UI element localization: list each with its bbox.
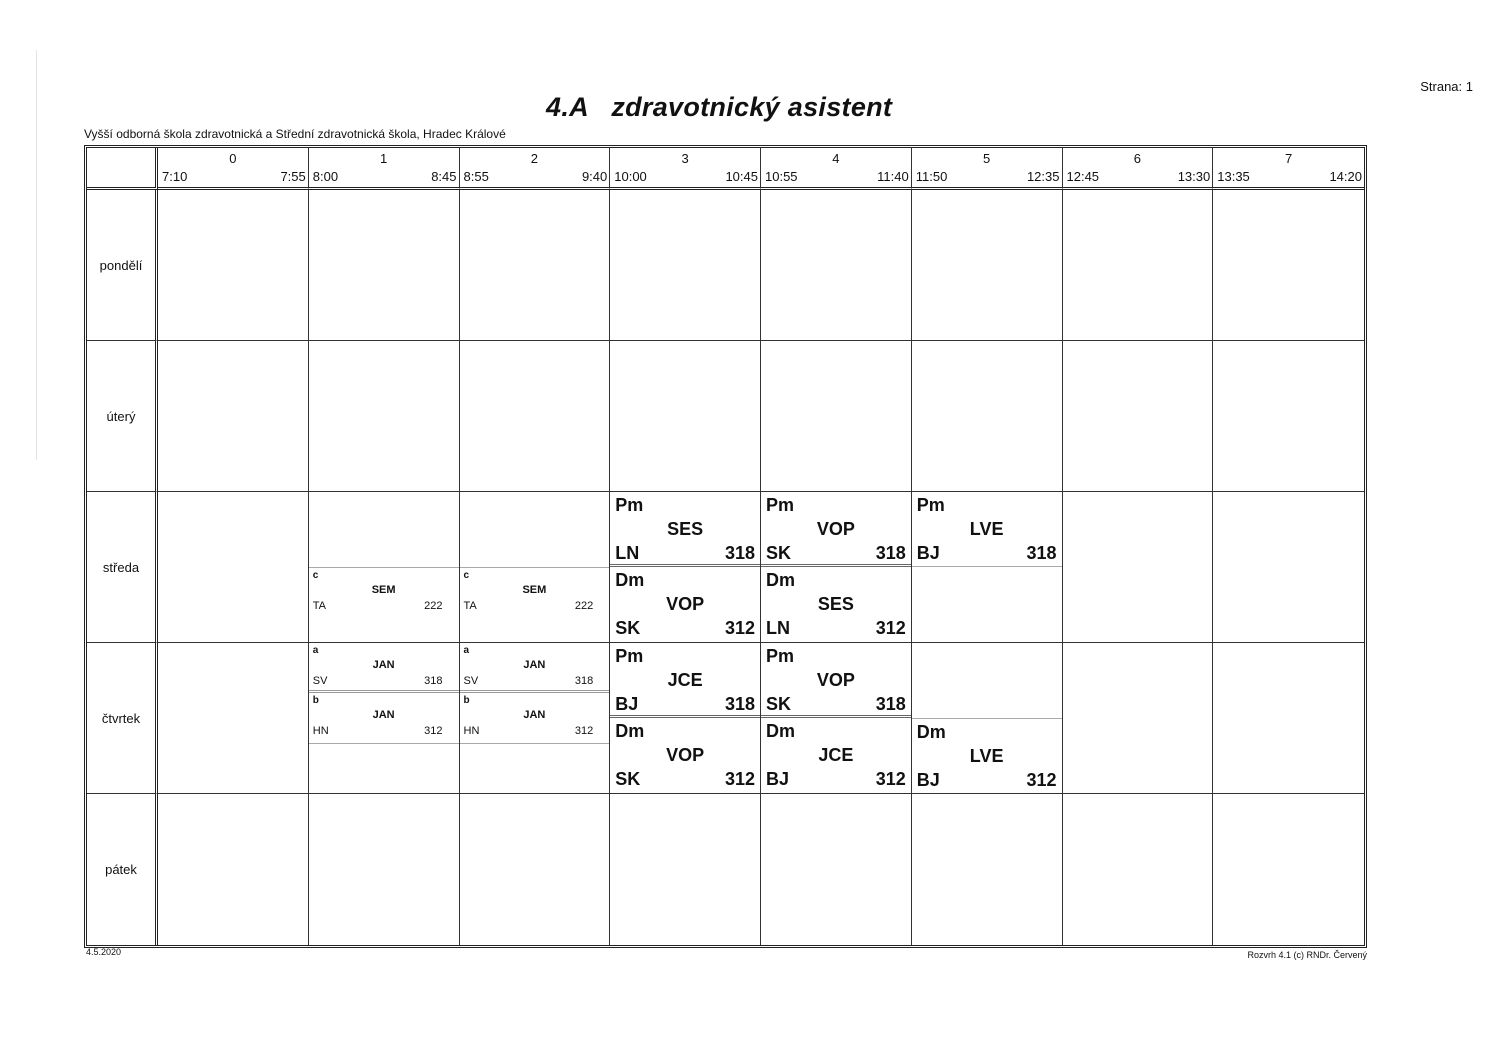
timetable-slot	[460, 492, 611, 643]
lesson-subject: JAN	[372, 709, 395, 722]
lesson-card[interactable]	[761, 643, 911, 718]
day-label-wednesday: středa	[87, 492, 158, 643]
timetable-slot	[460, 643, 611, 794]
period-start: 7:10	[162, 169, 188, 184]
lesson-teacher: HN	[312, 725, 329, 738]
lesson-teacher: SK	[615, 618, 641, 638]
period-header-3	[610, 148, 761, 190]
lesson-teacher: SV	[463, 675, 479, 687]
period-number: 1	[380, 151, 388, 166]
slot-empty	[1063, 190, 1214, 341]
timetable-slot	[309, 643, 460, 794]
slot-empty	[610, 794, 761, 945]
lesson-teacher: SK	[766, 694, 792, 714]
lesson-subject: SEM	[522, 584, 547, 596]
lesson-teacher: LN	[766, 618, 790, 638]
slot-empty	[158, 190, 309, 341]
period-header-2	[460, 148, 611, 190]
slot-empty	[309, 190, 460, 341]
timetable-slot	[761, 492, 912, 643]
slot-empty	[460, 794, 611, 945]
lesson-room: 318	[574, 675, 594, 687]
lesson-card[interactable]	[761, 718, 911, 793]
lesson-subject: VOP	[666, 594, 705, 614]
timetable-slot	[912, 492, 1063, 643]
lesson-card[interactable]	[460, 567, 610, 642]
period-number: 5	[983, 151, 991, 166]
period-header-0	[158, 148, 309, 190]
lesson-subject: JAN	[523, 709, 546, 722]
lesson-group: Pm	[916, 495, 945, 515]
slot-empty	[1213, 643, 1364, 794]
lesson-group: b	[463, 695, 470, 707]
lesson-group: c	[312, 570, 319, 581]
period-start: 10:55	[765, 169, 798, 184]
slot-empty	[158, 492, 309, 643]
lesson-room: 318	[724, 694, 755, 714]
period-number: 6	[1133, 151, 1141, 166]
lesson-subject: LVE	[969, 746, 1004, 766]
slot-empty	[309, 794, 460, 945]
lesson-room: 222	[424, 600, 443, 612]
lesson-card[interactable]	[761, 567, 911, 642]
timetable-slot	[610, 643, 761, 794]
lesson-card[interactable]	[912, 492, 1062, 567]
slot-empty	[460, 341, 611, 492]
lesson-group: Dm	[766, 570, 796, 590]
page-title: 4.A zdravotnický asistent	[546, 92, 893, 122]
slot-empty	[1213, 492, 1364, 643]
school-name: Vyšší odborná škola zdravotnická a Střední zdravotnická škola, Hradec Králové	[84, 127, 506, 141]
slot-empty	[610, 341, 761, 492]
lesson-card[interactable]	[761, 492, 911, 567]
lesson-card[interactable]	[610, 643, 760, 718]
period-number: 0	[229, 151, 237, 166]
lesson-room: 318	[875, 694, 906, 714]
slot-empty	[1063, 794, 1214, 945]
period-end: 11:40	[877, 169, 909, 184]
lesson-group: Pm	[615, 646, 644, 666]
lesson-card[interactable]	[460, 643, 610, 693]
lesson-subject: JCE	[667, 670, 703, 690]
lesson-card[interactable]	[309, 643, 459, 693]
lesson-subject: SES	[667, 519, 704, 539]
period-end: 12:35	[1026, 169, 1060, 184]
period-number: 4	[832, 151, 840, 166]
lesson-teacher: HN	[463, 725, 480, 738]
period-end: 13:30	[1177, 169, 1211, 184]
corner-cell	[87, 148, 158, 190]
lesson-room: 312	[724, 618, 755, 638]
lesson-group: Dm	[766, 721, 796, 741]
period-header-6	[1063, 148, 1214, 190]
lesson-card[interactable]	[309, 567, 459, 642]
lesson-group: Dm	[615, 721, 645, 741]
lesson-group: Pm	[766, 495, 795, 515]
lesson-room: 222	[574, 600, 594, 612]
slot-empty	[1063, 341, 1214, 492]
slot-empty	[610, 190, 761, 341]
period-end: 7:55	[280, 169, 306, 184]
slot-empty	[912, 341, 1063, 492]
slot-empty	[1063, 643, 1214, 794]
lesson-room: 312	[875, 618, 906, 638]
period-start: 12:45	[1066, 169, 1100, 184]
timetable-slot	[610, 492, 761, 643]
lesson-group: Pm	[615, 495, 644, 515]
period-end: 8:45	[431, 169, 457, 184]
footer-date: 4.5.2020	[86, 947, 122, 957]
period-header-7	[1213, 148, 1364, 190]
period-number: 3	[681, 151, 689, 166]
day-label-friday: pátek	[87, 794, 158, 945]
lesson-card[interactable]	[610, 567, 760, 642]
timetable-slot	[309, 492, 460, 643]
lesson-teacher: LN	[615, 543, 640, 563]
page-number: Strana: 1	[1420, 79, 1473, 94]
lesson-teacher: TA	[312, 600, 326, 612]
period-end: 9:40	[581, 169, 608, 184]
lesson-group: c	[463, 570, 470, 581]
footer-credit: Rozvrh 4.1 (c) RNDr. Červený	[1247, 950, 1367, 960]
lesson-room: 318	[1026, 543, 1057, 563]
lesson-subject: JCE	[818, 745, 854, 765]
period-number: 2	[530, 151, 538, 166]
lesson-card[interactable]	[610, 718, 760, 793]
lesson-room: 318	[875, 543, 906, 563]
slot-empty	[761, 794, 912, 945]
lesson-room: 318	[424, 675, 443, 687]
lesson-card[interactable]	[912, 718, 1062, 793]
lesson-subject: SEM	[371, 584, 396, 596]
lesson-group: a	[312, 645, 319, 656]
lesson-teacher: SK	[766, 543, 792, 563]
period-header-4	[761, 148, 912, 190]
lesson-room: 312	[875, 769, 906, 789]
period-number: 7	[1285, 151, 1293, 166]
page-margin-line	[36, 50, 37, 460]
lesson-teacher: BJ	[916, 770, 940, 790]
period-start: 10:00	[614, 169, 647, 184]
lesson-card[interactable]	[460, 693, 610, 743]
slot-empty	[1213, 341, 1364, 492]
slot-empty	[912, 794, 1063, 945]
lesson-room: 312	[574, 725, 594, 738]
lesson-teacher: TA	[463, 600, 477, 612]
slot-empty	[1213, 190, 1364, 341]
slot-empty	[460, 190, 611, 341]
lesson-teacher: BJ	[615, 694, 639, 714]
timetable-slot	[912, 643, 1063, 794]
lesson-room: 318	[724, 543, 755, 563]
timetable-slot	[761, 643, 912, 794]
lesson-subject: VOP	[816, 519, 855, 539]
period-end: 14:20	[1329, 169, 1362, 184]
day-label-thursday: čtvrtek	[87, 643, 158, 794]
lesson-teacher: SK	[615, 769, 641, 789]
lesson-teacher: SV	[312, 675, 328, 687]
period-header-5	[912, 148, 1063, 190]
lesson-room: 312	[1026, 770, 1057, 790]
lesson-group: a	[463, 645, 470, 656]
period-start: 8:00	[312, 169, 339, 184]
slot-empty	[1213, 794, 1364, 945]
slot-empty	[761, 341, 912, 492]
lesson-teacher: BJ	[916, 543, 940, 563]
lesson-subject: VOP	[666, 745, 705, 765]
period-start: 8:55	[463, 169, 489, 184]
lesson-subject: JAN	[372, 659, 395, 671]
lesson-room: 312	[424, 725, 443, 738]
period-header-1	[309, 148, 460, 190]
lesson-group: Dm	[916, 722, 946, 742]
period-end: 10:45	[725, 169, 758, 184]
slot-empty	[309, 341, 460, 492]
lesson-group: b	[312, 695, 319, 707]
timetable-grid	[84, 145, 1367, 948]
day-label-tuesday: úterý	[87, 341, 158, 492]
slot-empty	[158, 643, 309, 794]
lesson-card[interactable]	[309, 693, 459, 743]
lesson-group: Pm	[766, 646, 795, 666]
lesson-subject: VOP	[816, 670, 855, 690]
day-label-monday: pondělí	[87, 190, 158, 341]
slot-empty	[1063, 492, 1214, 643]
lesson-subject: SES	[817, 594, 854, 614]
lesson-teacher: BJ	[766, 769, 790, 789]
lesson-room: 312	[724, 769, 755, 789]
lesson-group: Dm	[615, 570, 645, 590]
period-start: 11:50	[915, 169, 948, 184]
lesson-card[interactable]	[610, 492, 760, 567]
lesson-subject: JAN	[523, 659, 546, 671]
slot-empty	[761, 190, 912, 341]
lesson-subject: LVE	[969, 519, 1004, 539]
slot-empty	[158, 341, 309, 492]
slot-empty	[158, 794, 309, 945]
period-start: 13:35	[1217, 169, 1250, 184]
slot-empty	[912, 190, 1063, 341]
